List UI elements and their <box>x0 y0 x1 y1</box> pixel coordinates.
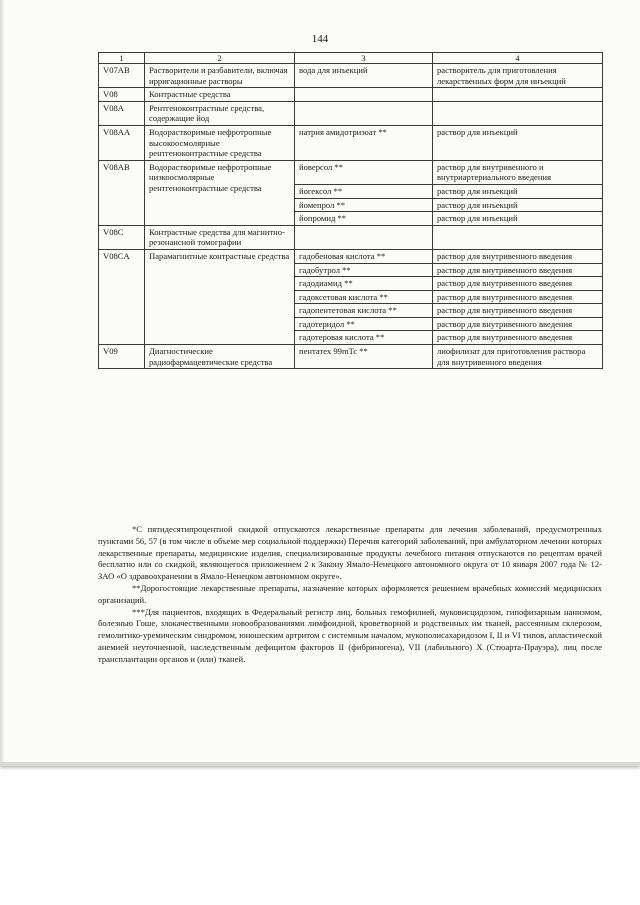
atc-code-cell: V07AB <box>99 64 145 88</box>
drug-name-cell: гадотеридол ** <box>295 317 433 331</box>
anatomical-group-cell: Контрастные средства <box>145 88 295 102</box>
drug-name-cell: йомепрол ** <box>295 198 433 212</box>
drug-name-cell <box>295 88 433 102</box>
atc-code-cell: V08AA <box>99 125 145 160</box>
anatomical-group-cell: Парамагнитные контрастные средства <box>145 249 295 344</box>
dosage-form-cell: раствор для внутривенного введения <box>433 249 603 263</box>
drug-name-cell: йопромид ** <box>295 212 433 226</box>
dosage-form-cell: раствор для инъекций <box>433 198 603 212</box>
dosage-form-cell: раствор для внутривенного введения <box>433 317 603 331</box>
dosage-form-cell <box>433 88 603 102</box>
drug-table <box>98 52 603 369</box>
drug-name-cell: гадобеновая кислота ** <box>295 249 433 263</box>
dosage-form-cell: растворитель для приготовления лекарственных форм для инъекций <box>433 64 603 88</box>
anatomical-group-cell: Контрастные средства для магнитно-резонансной томографии <box>145 225 295 249</box>
dosage-form-cell: раствор для инъекций <box>433 184 603 198</box>
dosage-form-cell: раствор для внутривенного и внутриартериального введения <box>433 160 603 184</box>
table-row <box>99 225 603 249</box>
anatomical-group-cell: Водорастворимые нефротропные низкоосмолярные рентгеноконтрастные средства <box>145 160 295 225</box>
anatomical-group-cell: Водорастворимые нефротропные высокоосмолярные рентгеноконтрастные средства <box>145 125 295 160</box>
atc-code-cell: V08AB <box>99 160 145 225</box>
column-header: 2 <box>145 53 295 64</box>
drug-name-cell: гадобутрол ** <box>295 263 433 277</box>
atc-code-cell: V09 <box>99 345 145 369</box>
dosage-form-cell <box>433 225 603 249</box>
atc-code-cell: V08 <box>99 88 145 102</box>
drug-name-cell <box>295 101 433 125</box>
drug-name-cell: гадоксетовая кислота ** <box>295 290 433 304</box>
column-header: 4 <box>433 53 603 64</box>
atc-code-cell: V08CA <box>99 249 145 344</box>
drug-name-cell: вода для инъекций <box>295 64 433 88</box>
atc-code-cell: V08A <box>99 101 145 125</box>
table-row <box>99 64 603 88</box>
table-row <box>99 160 603 184</box>
anatomical-group-cell: Рентгеноконтрастные средства, содержащие йод <box>145 101 295 125</box>
anatomical-group-cell: Диагностические радиофармацевтические средства <box>145 345 295 369</box>
table-row <box>99 345 603 369</box>
dosage-form-cell: раствор для внутривенного введения <box>433 331 603 345</box>
page-number: 144 <box>311 33 329 45</box>
drug-name-cell: пентатех 99mTc ** <box>295 345 433 369</box>
anatomical-group-cell: Растворители и разбавители, включая ирригационные растворы <box>145 64 295 88</box>
column-header: 3 <box>295 53 433 64</box>
drug-name-cell: йоверсол ** <box>295 160 433 184</box>
dosage-form-cell: лиофилизат для приготовления раствора для внутривенного введения <box>433 345 603 369</box>
dosage-form-cell: раствор для внутривенного введения <box>433 263 603 277</box>
dosage-form-cell: раствор для инъекций <box>433 212 603 226</box>
footnote: *С пятидесятипроцентной скидкой отпускаются лекарственные препараты для лечения заболеваний, предусмотренных пунктами 56, 57 (в том числе в объеме мер социальной поддержки) Перечня категорий заболеваний, при амбулаторном лечении которых лекарственные препараты, медицинские изделия, специализированные продукты лечебного питания отпускаются по рецептам врачей бесплатно или со скидкой, являющегося приложением 2 к Закону Ямало-Ненецкого автономного округа от 10 января 2007 года № 12-ЗАО «О здравоохранении в Ямало-Ненецком автономном округе». <box>98 524 602 582</box>
footnotes <box>98 524 602 666</box>
drug-name-cell: гадодиамид ** <box>295 277 433 291</box>
dosage-form-cell: раствор для внутривенного введения <box>433 304 603 318</box>
footnote: **Дорогостоящие лекарственные препараты, назначение которых оформляется решением врачебных комиссий медицинских организаций. <box>98 582 602 605</box>
drug-name-cell: гадопентетовая кислота ** <box>295 304 433 318</box>
dosage-form-cell <box>433 101 603 125</box>
table-row <box>99 125 603 160</box>
dosage-form-cell: раствор для внутривенного введения <box>433 290 603 304</box>
drug-name-cell: гадотеровая кислота ** <box>295 331 433 345</box>
drug-name-cell: йогексол ** <box>295 184 433 198</box>
table-row <box>99 88 603 102</box>
column-header: 1 <box>99 53 145 64</box>
drug-name-cell: натрия амидотризоат ** <box>295 125 433 160</box>
table-row <box>99 101 603 125</box>
drug-name-cell <box>295 225 433 249</box>
atc-code-cell: V08C <box>99 225 145 249</box>
table-header-row <box>99 53 603 64</box>
footnote: ***Для пациентов, входящих в Федеральный регистр лиц, больных гемофилией, муковисцидозом, гипофизарным нанизмом, болезнью Гоше, злокачественными новообразованиями лимфоидной, кроветворной и родственных им тканей, рассеянным склерозом, гемолитико-уремическим синдромом, юношеским артритом с системным началом, мукополисахаридозом I, II и VI типов, апластической анемией неуточненной, наследственным дефицитом факторов II (фибриногена), VII (лабильного) X (Стюарта-Прауэра), лиц после трансплантации органов и (или) тканей. <box>98 606 602 664</box>
dosage-form-cell: раствор для инъекций <box>433 125 603 160</box>
table-row <box>99 249 603 263</box>
dosage-form-cell: раствор для внутривенного введения <box>433 277 603 291</box>
